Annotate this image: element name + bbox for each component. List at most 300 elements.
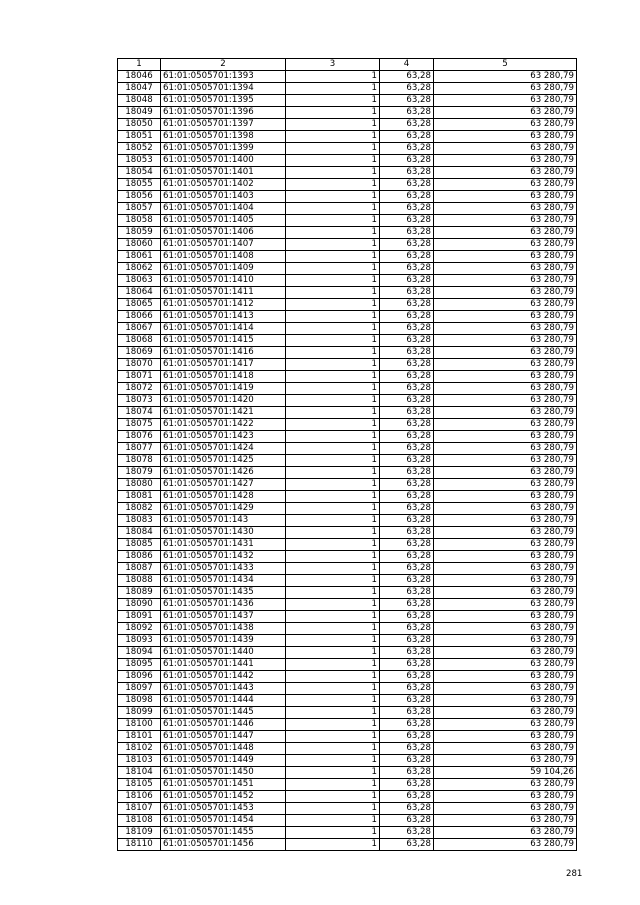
cadastral-number-cell: 61:01:0505701:1441 [161, 659, 286, 671]
rate-cell: 63,28 [380, 527, 434, 539]
table-row [118, 311, 577, 323]
count-cell: 1 [286, 419, 380, 431]
row-number-cell: 18058 [118, 215, 161, 227]
count-cell: 1 [286, 227, 380, 239]
count-cell: 1 [286, 731, 380, 743]
rate-cell: 63,28 [380, 167, 434, 179]
table-row [118, 671, 577, 683]
rate-cell: 63,28 [380, 539, 434, 551]
rate-cell: 63,28 [380, 467, 434, 479]
cadastral-number-cell: 61:01:0505701:1408 [161, 251, 286, 263]
count-cell: 1 [286, 431, 380, 443]
cadastral-number-cell: 61:01:0505701:1431 [161, 539, 286, 551]
cadastral-number-cell: 61:01:0505701:143 [161, 515, 286, 527]
cadastral-number-cell: 61:01:0505701:1452 [161, 791, 286, 803]
table-row [118, 599, 577, 611]
row-number-cell: 18100 [118, 719, 161, 731]
rate-cell: 63,28 [380, 659, 434, 671]
count-cell: 1 [286, 383, 380, 395]
row-number-cell: 18057 [118, 203, 161, 215]
row-number-cell: 18056 [118, 191, 161, 203]
cadastral-number-cell: 61:01:0505701:1417 [161, 359, 286, 371]
table-row [118, 647, 577, 659]
table-row [118, 755, 577, 767]
rate-cell: 63,28 [380, 803, 434, 815]
count-cell: 1 [286, 167, 380, 179]
rate-cell: 63,28 [380, 227, 434, 239]
rate-cell: 63,28 [380, 443, 434, 455]
cadastral-number-cell: 61:01:0505701:1420 [161, 395, 286, 407]
rate-cell: 63,28 [380, 143, 434, 155]
cadastral-number-cell: 61:01:0505701:1415 [161, 335, 286, 347]
table-row [118, 419, 577, 431]
count-cell: 1 [286, 611, 380, 623]
table-row [118, 95, 577, 107]
count-cell: 1 [286, 275, 380, 287]
value-cell: 63 280,79 [434, 539, 577, 551]
column-header: 2 [161, 59, 286, 71]
table-row [118, 635, 577, 647]
row-number-cell: 18094 [118, 647, 161, 659]
rate-cell: 63,28 [380, 599, 434, 611]
rate-cell: 63,28 [380, 755, 434, 767]
column-header: 3 [286, 59, 380, 71]
table-row [118, 623, 577, 635]
row-number-cell: 18078 [118, 455, 161, 467]
cadastral-number-cell: 61:01:0505701:1426 [161, 467, 286, 479]
row-number-cell: 18061 [118, 251, 161, 263]
table-row [118, 443, 577, 455]
cadastral-number-cell: 61:01:0505701:1418 [161, 371, 286, 383]
row-number-cell: 18047 [118, 83, 161, 95]
cadastral-number-cell: 61:01:0505701:1404 [161, 203, 286, 215]
table-row [118, 239, 577, 251]
rate-cell: 63,28 [380, 131, 434, 143]
count-cell: 1 [286, 815, 380, 827]
table-row [118, 527, 577, 539]
row-number-cell: 18065 [118, 299, 161, 311]
rate-cell: 63,28 [380, 587, 434, 599]
count-cell: 1 [286, 311, 380, 323]
table-row [118, 71, 577, 83]
table-row [118, 275, 577, 287]
value-cell: 63 280,79 [434, 815, 577, 827]
row-number-cell: 18048 [118, 95, 161, 107]
value-cell: 63 280,79 [434, 119, 577, 131]
rate-cell: 63,28 [380, 503, 434, 515]
count-cell: 1 [286, 191, 380, 203]
rate-cell: 63,28 [380, 383, 434, 395]
cadastral-number-cell: 61:01:0505701:1410 [161, 275, 286, 287]
cadastral-number-cell: 61:01:0505701:1444 [161, 695, 286, 707]
value-cell: 63 280,79 [434, 179, 577, 191]
count-cell: 1 [286, 779, 380, 791]
cadastral-number-cell: 61:01:0505701:1423 [161, 431, 286, 443]
cadastral-number-cell: 61:01:0505701:1422 [161, 419, 286, 431]
page-number: 281 [566, 869, 583, 879]
cadastral-number-cell: 61:01:0505701:1407 [161, 239, 286, 251]
count-cell: 1 [286, 503, 380, 515]
cadastral-number-cell: 61:01:0505701:1395 [161, 95, 286, 107]
row-number-cell: 18060 [118, 239, 161, 251]
cadastral-number-cell: 61:01:0505701:1443 [161, 683, 286, 695]
cadastral-number-cell: 61:01:0505701:1434 [161, 575, 286, 587]
cadastral-number-cell: 61:01:0505701:1454 [161, 815, 286, 827]
count-cell: 1 [286, 335, 380, 347]
count-cell: 1 [286, 539, 380, 551]
value-cell: 63 280,79 [434, 779, 577, 791]
count-cell: 1 [286, 719, 380, 731]
rate-cell: 63,28 [380, 419, 434, 431]
value-cell: 63 280,79 [434, 419, 577, 431]
count-cell: 1 [286, 623, 380, 635]
row-number-cell: 18096 [118, 671, 161, 683]
row-number-cell: 18104 [118, 767, 161, 779]
cadastral-number-cell: 61:01:0505701:1436 [161, 599, 286, 611]
count-cell: 1 [286, 515, 380, 527]
cadastral-number-cell: 61:01:0505701:1393 [161, 71, 286, 83]
rate-cell: 63,28 [380, 347, 434, 359]
table-row [118, 707, 577, 719]
value-cell: 63 280,79 [434, 191, 577, 203]
value-cell: 63 280,79 [434, 599, 577, 611]
cadastral-number-cell: 61:01:0505701:1402 [161, 179, 286, 191]
table-row [118, 119, 577, 131]
value-cell: 63 280,79 [434, 719, 577, 731]
cadastral-number-cell: 61:01:0505701:1438 [161, 623, 286, 635]
value-cell: 63 280,79 [434, 371, 577, 383]
row-number-cell: 18083 [118, 515, 161, 527]
count-cell: 1 [286, 755, 380, 767]
value-cell: 63 280,79 [434, 755, 577, 767]
rate-cell: 63,28 [380, 95, 434, 107]
row-number-cell: 18102 [118, 743, 161, 755]
rate-cell: 63,28 [380, 839, 434, 851]
row-number-cell: 18070 [118, 359, 161, 371]
table-row [118, 155, 577, 167]
value-cell: 63 280,79 [434, 731, 577, 743]
table-row [118, 299, 577, 311]
rate-cell: 63,28 [380, 491, 434, 503]
count-cell: 1 [286, 215, 380, 227]
row-number-cell: 18055 [118, 179, 161, 191]
count-cell: 1 [286, 491, 380, 503]
rate-cell: 63,28 [380, 155, 434, 167]
count-cell: 1 [286, 119, 380, 131]
count-cell: 1 [286, 287, 380, 299]
table-row [118, 179, 577, 191]
row-number-cell: 18107 [118, 803, 161, 815]
rate-cell: 63,28 [380, 683, 434, 695]
row-number-cell: 18052 [118, 143, 161, 155]
cadastral-number-cell: 61:01:0505701:1448 [161, 743, 286, 755]
table-row [118, 479, 577, 491]
count-cell: 1 [286, 563, 380, 575]
count-cell: 1 [286, 443, 380, 455]
count-cell: 1 [286, 839, 380, 851]
rate-cell: 63,28 [380, 323, 434, 335]
count-cell: 1 [286, 347, 380, 359]
cadastral-number-cell: 61:01:0505701:1430 [161, 527, 286, 539]
row-number-cell: 18106 [118, 791, 161, 803]
count-cell: 1 [286, 683, 380, 695]
row-number-cell: 18105 [118, 779, 161, 791]
cadastral-number-cell: 61:01:0505701:1409 [161, 263, 286, 275]
value-cell: 63 280,79 [434, 347, 577, 359]
value-cell: 63 280,79 [434, 215, 577, 227]
value-cell: 63 280,79 [434, 827, 577, 839]
table-row [118, 563, 577, 575]
value-cell: 63 280,79 [434, 695, 577, 707]
value-cell: 63 280,79 [434, 143, 577, 155]
value-cell: 63 280,79 [434, 515, 577, 527]
table-row [118, 803, 577, 815]
count-cell: 1 [286, 251, 380, 263]
cadastral-number-cell: 61:01:0505701:1450 [161, 767, 286, 779]
cadastral-number-cell: 61:01:0505701:1419 [161, 383, 286, 395]
value-cell: 63 280,79 [434, 479, 577, 491]
count-cell: 1 [286, 455, 380, 467]
value-cell: 63 280,79 [434, 95, 577, 107]
row-number-cell: 18051 [118, 131, 161, 143]
value-cell: 63 280,79 [434, 563, 577, 575]
rate-cell: 63,28 [380, 707, 434, 719]
cadastral-number-cell: 61:01:0505701:1425 [161, 455, 286, 467]
rate-cell: 63,28 [380, 239, 434, 251]
value-cell: 63 280,79 [434, 455, 577, 467]
rate-cell: 63,28 [380, 251, 434, 263]
value-cell: 63 280,79 [434, 299, 577, 311]
count-cell: 1 [286, 743, 380, 755]
rate-cell: 63,28 [380, 515, 434, 527]
count-cell: 1 [286, 599, 380, 611]
table-row [118, 131, 577, 143]
value-cell: 63 280,79 [434, 791, 577, 803]
table-row [118, 323, 577, 335]
table-row [118, 683, 577, 695]
rate-cell: 63,28 [380, 359, 434, 371]
cadastral-number-cell: 61:01:0505701:1453 [161, 803, 286, 815]
row-number-cell: 18066 [118, 311, 161, 323]
row-number-cell: 18076 [118, 431, 161, 443]
value-cell: 63 280,79 [434, 239, 577, 251]
table-row [118, 359, 577, 371]
count-cell: 1 [286, 323, 380, 335]
row-number-cell: 18093 [118, 635, 161, 647]
table-row [118, 539, 577, 551]
rate-cell: 63,28 [380, 551, 434, 563]
value-cell: 63 280,79 [434, 611, 577, 623]
row-number-cell: 18069 [118, 347, 161, 359]
cadastral-number-cell: 61:01:0505701:1445 [161, 707, 286, 719]
rate-cell: 63,28 [380, 743, 434, 755]
table-row [118, 779, 577, 791]
rate-cell: 63,28 [380, 791, 434, 803]
count-cell: 1 [286, 107, 380, 119]
rate-cell: 63,28 [380, 575, 434, 587]
cadastral-number-cell: 61:01:0505701:1413 [161, 311, 286, 323]
table-row [118, 695, 577, 707]
table-row [118, 659, 577, 671]
cadastral-number-cell: 61:01:0505701:1411 [161, 287, 286, 299]
value-cell: 63 280,79 [434, 623, 577, 635]
row-number-cell: 18098 [118, 695, 161, 707]
row-number-cell: 18063 [118, 275, 161, 287]
rate-cell: 63,28 [380, 215, 434, 227]
rate-cell: 63,28 [380, 635, 434, 647]
rate-cell: 63,28 [380, 563, 434, 575]
rate-cell: 63,28 [380, 83, 434, 95]
value-cell: 63 280,79 [434, 659, 577, 671]
count-cell: 1 [286, 827, 380, 839]
table-row [118, 731, 577, 743]
cadastral-number-cell: 61:01:0505701:1456 [161, 839, 286, 851]
value-cell: 63 280,79 [434, 467, 577, 479]
count-cell: 1 [286, 467, 380, 479]
value-cell: 63 280,79 [434, 203, 577, 215]
cadastral-number-cell: 61:01:0505701:1399 [161, 143, 286, 155]
row-number-cell: 18054 [118, 167, 161, 179]
value-cell: 63 280,79 [434, 743, 577, 755]
row-number-cell: 18099 [118, 707, 161, 719]
table-row [118, 251, 577, 263]
table-row [118, 227, 577, 239]
column-header: 1 [118, 59, 161, 71]
cadastral-number-cell: 61:01:0505701:1405 [161, 215, 286, 227]
row-number-cell: 18074 [118, 407, 161, 419]
row-number-cell: 18095 [118, 659, 161, 671]
value-cell: 63 280,79 [434, 251, 577, 263]
table-row [118, 491, 577, 503]
count-cell: 1 [286, 527, 380, 539]
cadastral-number-cell: 61:01:0505701:1437 [161, 611, 286, 623]
table-row [118, 815, 577, 827]
count-cell: 1 [286, 707, 380, 719]
value-cell: 63 280,79 [434, 383, 577, 395]
table-row [118, 791, 577, 803]
count-cell: 1 [286, 371, 380, 383]
value-cell: 63 280,79 [434, 395, 577, 407]
value-cell: 63 280,79 [434, 359, 577, 371]
table-row [118, 455, 577, 467]
count-cell: 1 [286, 395, 380, 407]
row-number-cell: 18089 [118, 587, 161, 599]
table-row [118, 215, 577, 227]
row-number-cell: 18079 [118, 467, 161, 479]
table-row [118, 839, 577, 851]
value-cell: 63 280,79 [434, 407, 577, 419]
row-number-cell: 18082 [118, 503, 161, 515]
rate-cell: 63,28 [380, 695, 434, 707]
table-row [118, 203, 577, 215]
value-cell: 63 280,79 [434, 263, 577, 275]
table-row [118, 107, 577, 119]
value-cell: 63 280,79 [434, 803, 577, 815]
rate-cell: 63,28 [380, 815, 434, 827]
row-number-cell: 18071 [118, 371, 161, 383]
rate-cell: 63,28 [380, 191, 434, 203]
row-number-cell: 18046 [118, 71, 161, 83]
count-cell: 1 [286, 635, 380, 647]
rate-cell: 63,28 [380, 395, 434, 407]
value-cell: 63 280,79 [434, 671, 577, 683]
value-cell: 63 280,79 [434, 311, 577, 323]
row-number-cell: 18084 [118, 527, 161, 539]
count-cell: 1 [286, 95, 380, 107]
table-row [118, 335, 577, 347]
value-cell: 63 280,79 [434, 587, 577, 599]
row-number-cell: 18085 [118, 539, 161, 551]
table-row [118, 827, 577, 839]
rate-cell: 63,28 [380, 311, 434, 323]
count-cell: 1 [286, 203, 380, 215]
cadastral-number-cell: 61:01:0505701:1442 [161, 671, 286, 683]
cadastral-number-cell: 61:01:0505701:1451 [161, 779, 286, 791]
table-row [118, 263, 577, 275]
value-cell: 63 280,79 [434, 335, 577, 347]
rate-cell: 63,28 [380, 407, 434, 419]
table-row [118, 431, 577, 443]
column-header: 4 [380, 59, 434, 71]
rate-cell: 63,28 [380, 107, 434, 119]
rate-cell: 63,28 [380, 623, 434, 635]
cadastral-number-cell: 61:01:0505701:1401 [161, 167, 286, 179]
count-cell: 1 [286, 155, 380, 167]
cadastral-number-cell: 61:01:0505701:1447 [161, 731, 286, 743]
value-cell: 63 280,79 [434, 131, 577, 143]
row-number-cell: 18080 [118, 479, 161, 491]
count-cell: 1 [286, 803, 380, 815]
rate-cell: 63,28 [380, 731, 434, 743]
count-cell: 1 [286, 299, 380, 311]
rate-cell: 63,28 [380, 275, 434, 287]
table-row [118, 611, 577, 623]
count-cell: 1 [286, 767, 380, 779]
cadastral-number-cell: 61:01:0505701:1421 [161, 407, 286, 419]
rate-cell: 63,28 [380, 671, 434, 683]
row-number-cell: 18059 [118, 227, 161, 239]
rate-cell: 63,28 [380, 335, 434, 347]
value-cell: 63 280,79 [434, 107, 577, 119]
value-cell: 63 280,79 [434, 575, 577, 587]
column-header: 5 [434, 59, 577, 71]
value-cell: 63 280,79 [434, 551, 577, 563]
count-cell: 1 [286, 263, 380, 275]
cadastral-number-cell: 61:01:0505701:1440 [161, 647, 286, 659]
table-row [118, 347, 577, 359]
table-body [118, 71, 577, 851]
rate-cell: 63,28 [380, 263, 434, 275]
count-cell: 1 [286, 71, 380, 83]
row-number-cell: 18064 [118, 287, 161, 299]
row-number-cell: 18053 [118, 155, 161, 167]
cadastral-number-cell: 61:01:0505701:1455 [161, 827, 286, 839]
count-cell: 1 [286, 575, 380, 587]
rate-cell: 63,28 [380, 71, 434, 83]
cadastral-number-cell: 61:01:0505701:1400 [161, 155, 286, 167]
table-row [118, 83, 577, 95]
table-row [118, 467, 577, 479]
row-number-cell: 18086 [118, 551, 161, 563]
table-row [118, 575, 577, 587]
table-row [118, 383, 577, 395]
count-cell: 1 [286, 671, 380, 683]
cadastral-number-cell: 61:01:0505701:1424 [161, 443, 286, 455]
rate-cell: 63,28 [380, 719, 434, 731]
value-cell: 63 280,79 [434, 71, 577, 83]
value-cell: 63 280,79 [434, 167, 577, 179]
count-cell: 1 [286, 131, 380, 143]
